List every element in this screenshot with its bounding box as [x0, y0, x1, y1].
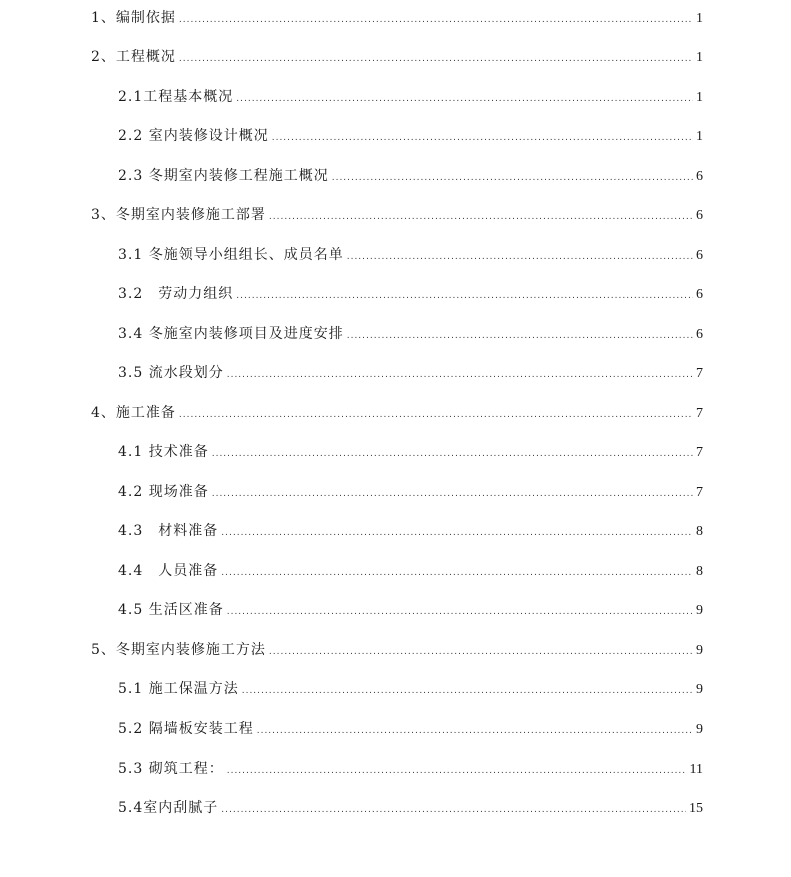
- toc-dot-leader: [236, 90, 693, 108]
- toc-entry-label: 3.2 劳动力组织: [118, 286, 234, 302]
- toc-entry-label: 2.1工程基本概况: [118, 89, 234, 105]
- toc-dot-leader: [227, 366, 693, 384]
- toc-page-number: 8: [696, 564, 703, 579]
- toc-dot-leader: [272, 129, 693, 147]
- toc-page-number: 9: [696, 643, 703, 658]
- toc-page-number: 1: [696, 11, 703, 26]
- toc-entry-label: 2.2 室内装修设计概况: [118, 128, 269, 144]
- toc-entry-4-4[interactable]: [118, 562, 703, 582]
- toc-entry-5-1[interactable]: [118, 680, 703, 700]
- toc-entry-3-2[interactable]: [118, 285, 703, 305]
- toc-dot-leader: [347, 248, 693, 266]
- toc-entry-5-2[interactable]: [118, 720, 703, 740]
- toc-entry-2-3[interactable]: [118, 167, 703, 187]
- toc-entry-3-5[interactable]: [118, 364, 703, 384]
- toc-dot-leader: [347, 327, 693, 345]
- toc-dot-leader: [212, 485, 693, 503]
- toc-entry-2-2[interactable]: [118, 127, 703, 147]
- toc-page-number: 6: [696, 208, 703, 223]
- toc-page-number: 7: [696, 406, 703, 421]
- toc-dot-leader: [179, 406, 693, 424]
- toc-page-number: 9: [696, 603, 703, 618]
- toc-entry-label: 3、冬期室内装修施工部署: [91, 207, 266, 223]
- toc-entry-label: 4.1 技术准备: [118, 444, 209, 460]
- toc-entry-label: 5.3 砌筑工程：: [118, 761, 224, 777]
- toc-entry-label: 4.2 现场准备: [118, 484, 209, 500]
- toc-entry-4-3[interactable]: [118, 522, 703, 542]
- toc-entry-label: 3.1 冬施领导小组组长、成员名单: [118, 247, 344, 263]
- toc-page-number: 8: [696, 524, 703, 539]
- toc-entry-label: 5、冬期室内装修施工方法: [91, 642, 266, 658]
- toc-entry-label: 3.4 冬施室内装修项目及进度安排: [118, 326, 344, 342]
- toc-dot-leader: [221, 524, 693, 542]
- toc-page-number: 15: [689, 801, 703, 816]
- toc-page-number: 6: [696, 287, 703, 302]
- toc-page-number: 1: [696, 50, 703, 65]
- toc-entry-1[interactable]: [91, 9, 703, 29]
- toc-dot-leader: [221, 564, 693, 582]
- toc-entry-4-5[interactable]: [118, 601, 703, 621]
- toc-dot-leader: [242, 682, 693, 700]
- toc-entry-label: 4、施工准备: [91, 405, 176, 421]
- toc-dot-leader: [257, 722, 693, 740]
- toc-entry-label: 1、编制依据: [91, 10, 176, 26]
- toc-page-number: 6: [696, 169, 703, 184]
- toc-entry-5-4[interactable]: [118, 799, 703, 819]
- toc-entry-label: 4.5 生活区准备: [118, 602, 224, 618]
- toc-entry-label: 3.5 流水段划分: [118, 365, 224, 381]
- toc-page-number: 6: [696, 327, 703, 342]
- toc-dot-leader: [221, 801, 686, 819]
- toc-dot-leader: [227, 762, 687, 780]
- toc-entry-3[interactable]: [91, 206, 703, 226]
- toc-entry-label: 2.3 冬期室内装修工程施工概况: [118, 168, 329, 184]
- toc-page-number: 7: [696, 366, 703, 381]
- toc-entry-label: 2、工程概况: [91, 49, 176, 65]
- toc-page-number: 11: [689, 762, 703, 777]
- toc-entry-5[interactable]: [91, 641, 703, 661]
- toc-dot-leader: [179, 50, 693, 68]
- toc-entry-label: 5.1 施工保温方法: [118, 681, 239, 697]
- toc-entry-4-2[interactable]: [118, 483, 703, 503]
- toc-entry-2[interactable]: [91, 48, 703, 68]
- toc-dot-leader: [236, 287, 693, 305]
- toc-entry-label: 4.4 人员准备: [118, 563, 219, 579]
- toc-entry-3-1[interactable]: [118, 246, 703, 266]
- toc-dot-leader: [212, 445, 693, 463]
- toc-page-number: 6: [696, 248, 703, 263]
- toc-dot-leader: [179, 11, 693, 29]
- toc-dot-leader: [269, 643, 693, 661]
- toc-entry-3-4[interactable]: [118, 325, 703, 345]
- toc-page-number: 7: [696, 485, 703, 500]
- toc-entry-label: 4.3 材料准备: [118, 523, 219, 539]
- toc-page-number: 9: [696, 682, 703, 697]
- toc-entry-5-3[interactable]: [118, 760, 703, 780]
- toc-page-number: 1: [696, 129, 703, 144]
- toc-entry-label: 5.2 隔墙板安装工程: [118, 721, 254, 737]
- toc-dot-leader: [227, 603, 693, 621]
- toc-entry-4-1[interactable]: [118, 443, 703, 463]
- toc-dot-leader: [269, 208, 693, 226]
- toc-page-number: 9: [696, 722, 703, 737]
- toc-entry-label: 5.4室内刮腻子: [118, 800, 219, 816]
- toc-dot-leader: [332, 169, 693, 187]
- toc-entry-4[interactable]: [91, 404, 703, 424]
- toc-entry-2-1[interactable]: [118, 88, 703, 108]
- toc-page-number: 1: [696, 90, 703, 105]
- toc-page-number: 7: [696, 445, 703, 460]
